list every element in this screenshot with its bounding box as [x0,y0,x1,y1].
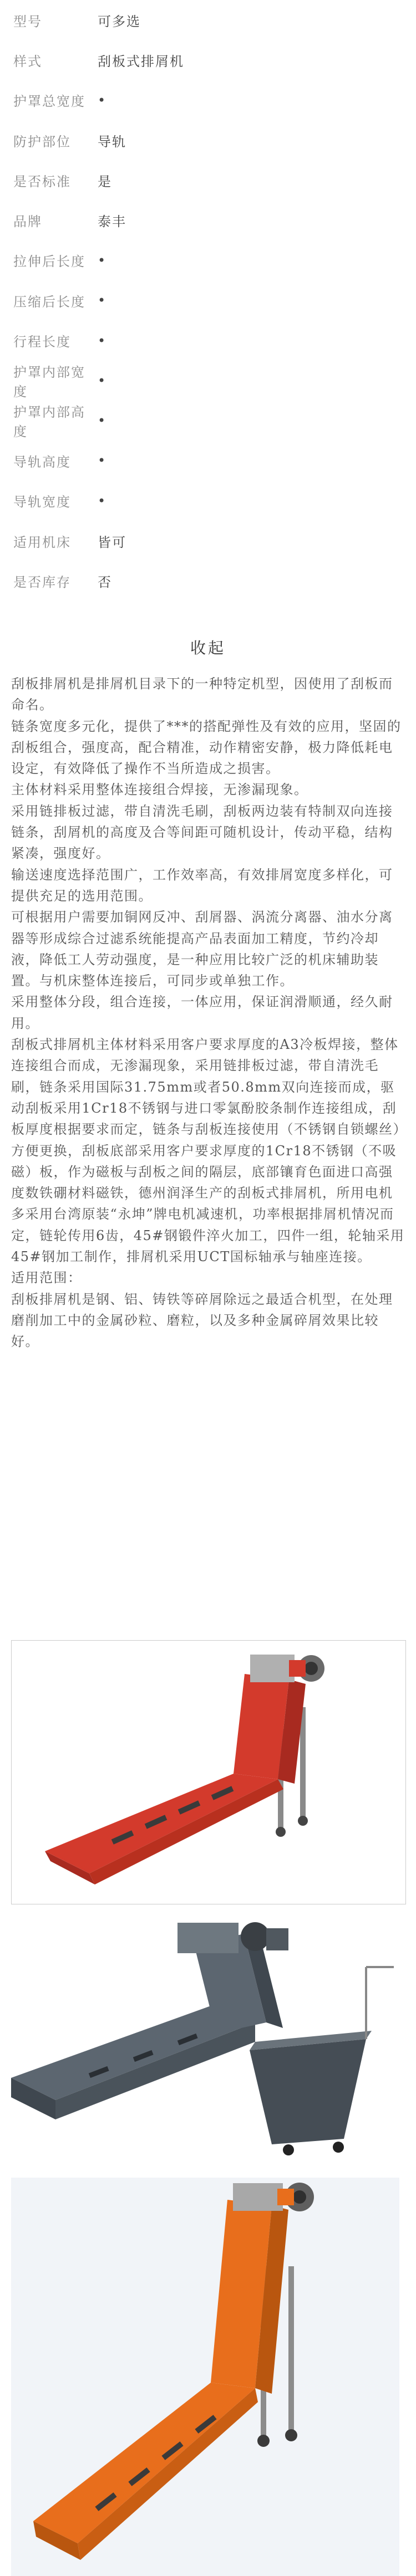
spec-row-compressed-length [0,280,416,320]
spec-value: 导轨 [98,134,126,150]
spec-label: 样式 [13,53,42,69]
spec-value: • [98,453,107,469]
spec-label: 护罩内部宽度 [13,364,85,400]
spec-table [0,0,416,601]
spec-value: 是 [98,173,112,190]
spec-row-rail-height [0,441,416,480]
spec-row-inner-height [0,401,416,441]
spec-row-cover-width [0,80,416,120]
spec-value: • [98,413,107,429]
spec-label: 适用机床 [13,534,71,550]
spec-row-standard [0,160,416,200]
spec-label: 行程长度 [13,334,71,350]
spec-value: • [98,332,107,349]
spec-label: 拉伸后长度 [13,254,85,270]
paragraph: 适用范围： [11,1270,82,1286]
spec-row-stroke-length [0,320,416,360]
paragraph: 采用整体分段，组合连接，一体应用，保证润滑顺通，经久耐用。 [11,994,393,1031]
spec-row-inner-width [0,361,416,401]
spec-label: 导轨宽度 [13,494,71,510]
spec-value: 否 [98,574,112,590]
spec-row-extended-length [0,240,416,280]
spec-label: 是否库存 [13,574,71,590]
spec-label: 压缩后长度 [13,294,85,310]
paragraph: 采用链排板过滤，带自清洗毛刷，刮板两边装有特制双向连接链条，刮屑机的高度及合等间距可随机设计，传动平稳，结构紧凑，强度好。 [11,803,393,862]
spec-label: 护罩总宽度 [13,94,85,110]
spec-label: 是否标准 [13,173,71,190]
paragraph: 链条宽度多元化，提供了***的搭配弹性及有效的应用，坚固的刮板组合，强度高，配合精准，动作精密安静，极力降低耗电设定，有效降低了操作不当所造成之损害。 [11,718,402,777]
red-scraper-conveyor-photo [11,1640,406,1904]
spec-row-model [0,0,416,40]
collapse-toggle[interactable]: 收起 [190,639,226,657]
product-description [11,673,406,1353]
spec-value: 刮板式排屑机 [98,53,184,69]
spec-label: 导轨高度 [13,454,71,470]
spec-row-brand [0,200,416,240]
grey-scraper-conveyor-photo [11,1912,399,2164]
paragraph: 主体材料采用整体连接组合焊接，无渗漏现象。 [11,782,308,798]
paragraph: 可根据用户需要加铜网反冲、刮屑器、涡流分离器、油水分离器等形成综合过滤系统能提高产品表面加工精度，节约冷却液，降低工人劳动强度，是一种应用比较广泛的机床辅助装置。与机床整体连接后，可同步或单独工作。 [11,909,393,989]
spec-row-style [0,40,416,80]
paragraph: 刮板排屑机是钢、铝、铸铁等碎屑除远之最适合机型，在处理磨削加工中的金属砂粒、磨粒，以及多种金属碎屑效果比较好。 [11,1291,393,1350]
spec-row-applicable-machine [0,521,416,561]
spec-value: 泰丰 [98,214,126,230]
spec-value: 皆可 [98,534,126,550]
spec-value: • [98,252,107,268]
orange-scraper-conveyor-photo [11,2178,399,2576]
paragraph: 输送速度选择范围广，工作效率高，有效排屑宽度多样化，可提供充足的选用范围。 [11,867,393,904]
paragraph: 刮板式排屑机主体材料采用客户要求厚度的A3冷板焊接，整体连接组合而成，无渗漏现象，采用链排板过滤，带自清洗毛刷，链条采用国际31.75mm或者50.8mm双向连接而成，驱动刮板采用1Cr18不锈钢与进口零氯酚胶条制作连接组成，刮板厚度根据要求而定，链条与刮板连接使用（不锈钢自锁螺丝）方便更换，刮板底部采用客户要求厚度的1Cr18不锈钢（不吸磁）板，作为磁板与刮板之间的隔层，底部镶育色面进口高强度数铁硼材料磁铁，德州润泽生产的刮板式排屑机，所用电机多采用台湾原装“永坤”牌电机减速机，功率根据排屑机情况而定，链轮传用6齿，45#钢锻件淬火加工，四件一组，轮轴采用45#钢加工制作，排屑机采用UCT国标轴承与轴座连接。 [11,1037,405,1265]
spec-value: • [98,92,107,108]
spec-value: • [98,293,107,309]
spec-row-in-stock [0,561,416,601]
spec-value: • [98,493,107,509]
spec-row-rail-width [0,481,416,521]
spec-label: 防护部位 [13,134,71,150]
spec-value: 可多选 [98,13,141,29]
spec-value: • [98,372,107,388]
spec-label: 品牌 [13,214,42,230]
spec-label: 护罩内部高度 [13,404,85,440]
spec-row-protection-part [0,120,416,160]
spec-label: 型号 [13,13,42,29]
paragraph: 刮板排屑机是排屑机目录下的一种特定机型，因使用了刮板而命名。 [11,676,393,713]
